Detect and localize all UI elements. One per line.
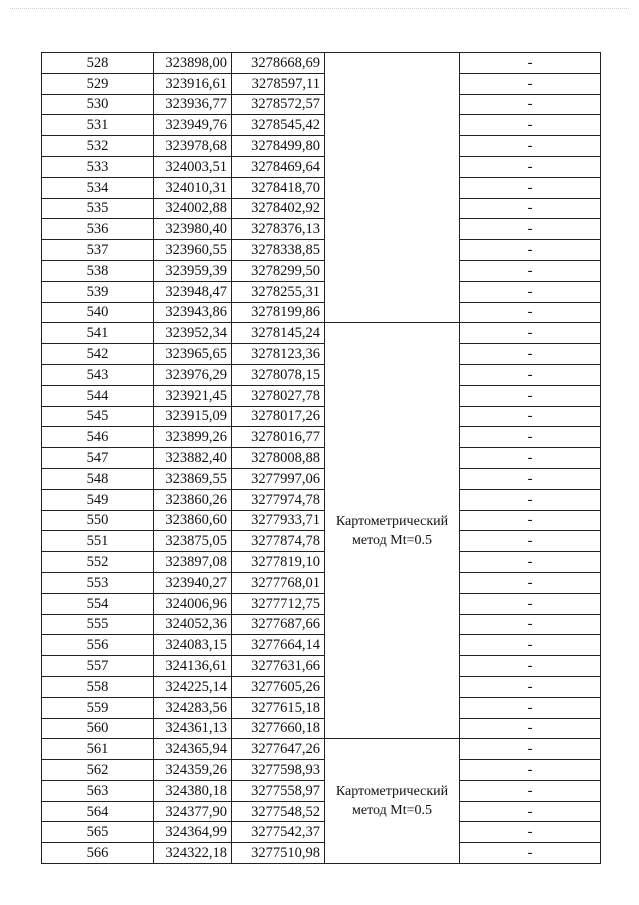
point-number-cell: 540	[42, 302, 154, 323]
table-row	[42, 656, 601, 677]
note-cell: -	[460, 115, 601, 136]
y-coordinate-cell: 3278145,24	[232, 323, 325, 344]
point-number-cell: 564	[42, 801, 154, 822]
x-coordinate-cell: 323940,27	[154, 572, 232, 593]
x-coordinate-cell: 323980,40	[154, 219, 232, 240]
x-coordinate-cell: 324006,96	[154, 593, 232, 614]
x-coordinate-cell: 324083,15	[154, 635, 232, 656]
note-cell: -	[460, 780, 601, 801]
table-row	[42, 406, 601, 427]
table-row	[42, 73, 601, 94]
table-row	[42, 240, 601, 261]
point-number-cell: 550	[42, 510, 154, 531]
table-row	[42, 198, 601, 219]
y-coordinate-cell: 3277768,01	[232, 572, 325, 593]
x-coordinate-cell: 323921,45	[154, 385, 232, 406]
note-cell: -	[460, 489, 601, 510]
x-coordinate-cell: 324010,31	[154, 177, 232, 198]
table-row	[42, 281, 601, 302]
y-coordinate-cell: 3278418,70	[232, 177, 325, 198]
note-cell: -	[460, 843, 601, 864]
y-coordinate-cell: 3277660,18	[232, 718, 325, 739]
note-cell: -	[460, 468, 601, 489]
note-cell: -	[460, 510, 601, 531]
note-cell: -	[460, 614, 601, 635]
x-coordinate-cell: 324365,94	[154, 739, 232, 760]
x-coordinate-cell: 323860,60	[154, 510, 232, 531]
y-coordinate-cell: 3278123,36	[232, 344, 325, 365]
note-cell: -	[460, 635, 601, 656]
point-number-cell: 534	[42, 177, 154, 198]
point-number-cell: 551	[42, 531, 154, 552]
note-cell: -	[460, 822, 601, 843]
y-coordinate-cell: 3277933,71	[232, 510, 325, 531]
point-number-cell: 544	[42, 385, 154, 406]
table-row	[42, 385, 601, 406]
coordinates-table-body	[42, 53, 601, 864]
point-number-cell: 530	[42, 94, 154, 115]
x-coordinate-cell: 324225,14	[154, 676, 232, 697]
x-coordinate-cell: 323965,65	[154, 344, 232, 365]
table-row	[42, 156, 601, 177]
note-cell: -	[460, 260, 601, 281]
point-number-cell: 553	[42, 572, 154, 593]
note-cell: -	[460, 385, 601, 406]
table-row	[42, 593, 601, 614]
table-row	[42, 448, 601, 469]
note-cell: -	[460, 198, 601, 219]
table-row	[42, 760, 601, 781]
x-coordinate-cell: 323869,55	[154, 468, 232, 489]
x-coordinate-cell: 324359,26	[154, 760, 232, 781]
table-row	[42, 552, 601, 573]
y-coordinate-cell: 3277558,97	[232, 780, 325, 801]
note-cell: -	[460, 656, 601, 677]
table-row	[42, 572, 601, 593]
y-coordinate-cell: 3278402,92	[232, 198, 325, 219]
y-coordinate-cell: 3277974,78	[232, 489, 325, 510]
table-row	[42, 136, 601, 157]
table-row	[42, 468, 601, 489]
table-row	[42, 780, 601, 801]
note-cell: -	[460, 697, 601, 718]
table-row	[42, 219, 601, 240]
y-coordinate-cell: 3278016,77	[232, 427, 325, 448]
note-cell: -	[460, 94, 601, 115]
x-coordinate-cell: 323899,26	[154, 427, 232, 448]
x-coordinate-cell: 323943,86	[154, 302, 232, 323]
table-row	[42, 510, 601, 531]
table-row	[42, 427, 601, 448]
note-cell: -	[460, 572, 601, 593]
y-coordinate-cell: 3278376,13	[232, 219, 325, 240]
point-number-cell: 557	[42, 656, 154, 677]
y-coordinate-cell: 3278299,50	[232, 260, 325, 281]
note-cell: -	[460, 448, 601, 469]
x-coordinate-cell: 323949,76	[154, 115, 232, 136]
table-row	[42, 115, 601, 136]
method-cell	[325, 53, 460, 323]
point-number-cell: 546	[42, 427, 154, 448]
y-coordinate-cell: 3277712,75	[232, 593, 325, 614]
table-row	[42, 718, 601, 739]
note-cell: -	[460, 593, 601, 614]
note-cell: -	[460, 676, 601, 697]
point-number-cell: 554	[42, 593, 154, 614]
y-coordinate-cell: 3278545,42	[232, 115, 325, 136]
note-cell: -	[460, 718, 601, 739]
point-number-cell: 533	[42, 156, 154, 177]
y-coordinate-cell: 3278199,86	[232, 302, 325, 323]
y-coordinate-cell: 3277510,98	[232, 843, 325, 864]
note-cell: -	[460, 177, 601, 198]
point-number-cell: 559	[42, 697, 154, 718]
point-number-cell: 560	[42, 718, 154, 739]
point-number-cell: 548	[42, 468, 154, 489]
note-cell: -	[460, 801, 601, 822]
method-cell: Картометрический метод Mt=0.5	[325, 323, 460, 739]
point-number-cell: 561	[42, 739, 154, 760]
note-cell: -	[460, 364, 601, 385]
x-coordinate-cell: 323948,47	[154, 281, 232, 302]
x-coordinate-cell: 323960,55	[154, 240, 232, 261]
table-row	[42, 531, 601, 552]
note-cell: -	[460, 302, 601, 323]
x-coordinate-cell: 324283,56	[154, 697, 232, 718]
table-row	[42, 697, 601, 718]
y-coordinate-cell: 3278255,31	[232, 281, 325, 302]
x-coordinate-cell: 323860,26	[154, 489, 232, 510]
y-coordinate-cell: 3277542,37	[232, 822, 325, 843]
note-cell: -	[460, 136, 601, 157]
x-coordinate-cell: 324364,99	[154, 822, 232, 843]
point-number-cell: 566	[42, 843, 154, 864]
coordinates-table	[41, 52, 601, 864]
table-row	[42, 302, 601, 323]
point-number-cell: 543	[42, 364, 154, 385]
point-number-cell: 556	[42, 635, 154, 656]
note-cell: -	[460, 323, 601, 344]
x-coordinate-cell: 324136,61	[154, 656, 232, 677]
note-cell: -	[460, 406, 601, 427]
note-cell: -	[460, 760, 601, 781]
y-coordinate-cell: 3277615,18	[232, 697, 325, 718]
note-cell: -	[460, 552, 601, 573]
table-row	[42, 344, 601, 365]
y-coordinate-cell: 3278027,78	[232, 385, 325, 406]
y-coordinate-cell: 3278469,64	[232, 156, 325, 177]
x-coordinate-cell: 323915,09	[154, 406, 232, 427]
table-row	[42, 323, 601, 344]
point-number-cell: 545	[42, 406, 154, 427]
y-coordinate-cell: 3277548,52	[232, 801, 325, 822]
point-number-cell: 541	[42, 323, 154, 344]
table-row	[42, 177, 601, 198]
table-row	[42, 260, 601, 281]
point-number-cell: 549	[42, 489, 154, 510]
y-coordinate-cell: 3277874,78	[232, 531, 325, 552]
page-top-border	[10, 8, 629, 9]
x-coordinate-cell: 324322,18	[154, 843, 232, 864]
point-number-cell: 542	[42, 344, 154, 365]
note-cell: -	[460, 240, 601, 261]
point-number-cell: 532	[42, 136, 154, 157]
x-coordinate-cell: 323916,61	[154, 73, 232, 94]
y-coordinate-cell: 3277664,14	[232, 635, 325, 656]
x-coordinate-cell: 323875,05	[154, 531, 232, 552]
point-number-cell: 555	[42, 614, 154, 635]
x-coordinate-cell: 323936,77	[154, 94, 232, 115]
x-coordinate-cell: 324002,88	[154, 198, 232, 219]
x-coordinate-cell: 324361,13	[154, 718, 232, 739]
table-row	[42, 489, 601, 510]
y-coordinate-cell: 3278078,15	[232, 364, 325, 385]
x-coordinate-cell: 323882,40	[154, 448, 232, 469]
y-coordinate-cell: 3278572,57	[232, 94, 325, 115]
note-cell: -	[460, 531, 601, 552]
x-coordinate-cell: 323952,34	[154, 323, 232, 344]
point-number-cell: 529	[42, 73, 154, 94]
note-cell: -	[460, 156, 601, 177]
point-number-cell: 536	[42, 219, 154, 240]
note-cell: -	[460, 53, 601, 74]
note-cell: -	[460, 219, 601, 240]
table-row	[42, 635, 601, 656]
point-number-cell: 538	[42, 260, 154, 281]
point-number-cell: 565	[42, 822, 154, 843]
x-coordinate-cell: 323898,00	[154, 53, 232, 74]
point-number-cell: 539	[42, 281, 154, 302]
x-coordinate-cell: 323976,29	[154, 364, 232, 385]
x-coordinate-cell: 324380,18	[154, 780, 232, 801]
x-coordinate-cell: 324003,51	[154, 156, 232, 177]
table-row	[42, 614, 601, 635]
y-coordinate-cell: 3277647,26	[232, 739, 325, 760]
point-number-cell: 535	[42, 198, 154, 219]
y-coordinate-cell: 3278499,80	[232, 136, 325, 157]
point-number-cell: 552	[42, 552, 154, 573]
y-coordinate-cell: 3278597,11	[232, 73, 325, 94]
table-row	[42, 364, 601, 385]
point-number-cell: 547	[42, 448, 154, 469]
note-cell: -	[460, 281, 601, 302]
point-number-cell: 562	[42, 760, 154, 781]
note-cell: -	[460, 427, 601, 448]
table-row	[42, 53, 601, 74]
y-coordinate-cell: 3277605,26	[232, 676, 325, 697]
x-coordinate-cell: 323978,68	[154, 136, 232, 157]
point-number-cell: 558	[42, 676, 154, 697]
table-row	[42, 822, 601, 843]
table-row	[42, 94, 601, 115]
point-number-cell: 528	[42, 53, 154, 74]
note-cell: -	[460, 344, 601, 365]
method-cell: Картометрический метод Mt=0.5	[325, 739, 460, 864]
point-number-cell: 563	[42, 780, 154, 801]
table-row	[42, 843, 601, 864]
y-coordinate-cell: 3278008,88	[232, 448, 325, 469]
y-coordinate-cell: 3277687,66	[232, 614, 325, 635]
table-row	[42, 676, 601, 697]
y-coordinate-cell: 3278338,85	[232, 240, 325, 261]
y-coordinate-cell: 3277997,06	[232, 468, 325, 489]
y-coordinate-cell: 3278017,26	[232, 406, 325, 427]
y-coordinate-cell: 3277598,93	[232, 760, 325, 781]
y-coordinate-cell: 3278668,69	[232, 53, 325, 74]
y-coordinate-cell: 3277819,10	[232, 552, 325, 573]
note-cell: -	[460, 73, 601, 94]
point-number-cell: 537	[42, 240, 154, 261]
table-row	[42, 739, 601, 760]
table-row	[42, 801, 601, 822]
y-coordinate-cell: 3277631,66	[232, 656, 325, 677]
x-coordinate-cell: 324052,36	[154, 614, 232, 635]
x-coordinate-cell: 323897,08	[154, 552, 232, 573]
x-coordinate-cell: 324377,90	[154, 801, 232, 822]
x-coordinate-cell: 323959,39	[154, 260, 232, 281]
note-cell: -	[460, 739, 601, 760]
point-number-cell: 531	[42, 115, 154, 136]
